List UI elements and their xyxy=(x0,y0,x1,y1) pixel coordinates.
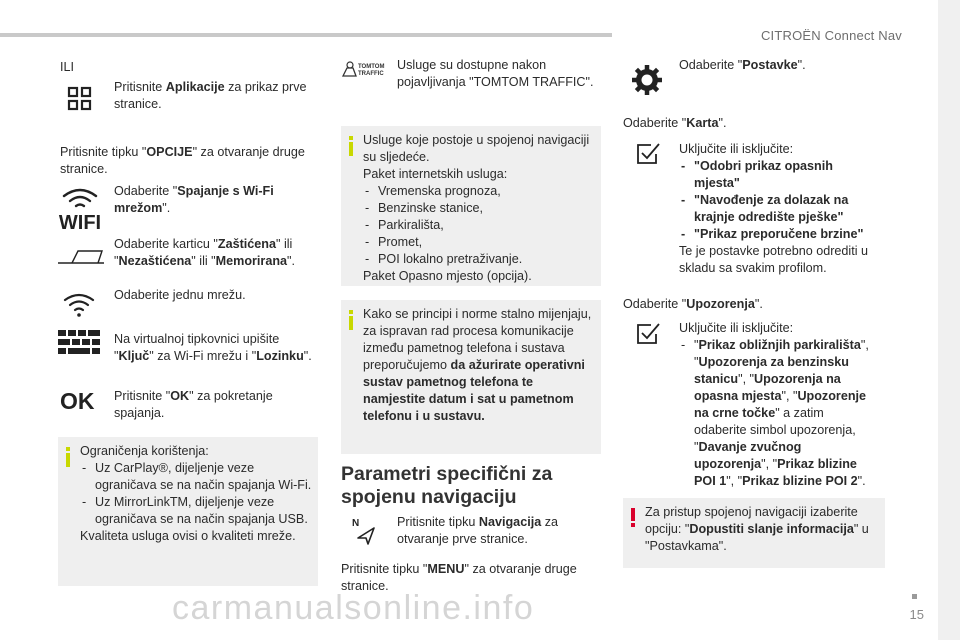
map-toggles xyxy=(679,141,879,277)
list-item: - Parkirališta, xyxy=(363,217,595,234)
section-heading: Parametri specifični za spojenu navigaciju xyxy=(341,463,553,508)
list-item: - Vremenska prognoza, xyxy=(363,183,595,200)
privacy-text: Kako se principi i norme stalno mijenjaju, za ispravan rad procesa komunikacije između pametnog telefona i sustava preporučujemo da ažurirate operativni sustav pametnog telefona te namjestite datum i sat u pametnom telefonu i u sustavu. xyxy=(363,307,592,423)
list-item: - "Odobri prikaz opasnih mjesta" xyxy=(679,158,879,192)
tab-instruction: Odaberite karticu "Zaštićena" ili "Nezaštićena" ili "Memorirana". xyxy=(114,237,296,268)
svg-text:N: N xyxy=(352,518,360,529)
map-instruction: Odaberite "Karta". xyxy=(623,116,727,130)
wifi-instruction: Odaberite "Spajanje s Wi-Fi mrežom". xyxy=(114,184,274,215)
privacy-info-box xyxy=(341,300,601,454)
services-footer: Paket Opasno mjesto (opcija). xyxy=(363,269,532,283)
services-intro: Usluge koje postoje u spojenoj navigaciji su sljedeće. xyxy=(363,133,590,164)
tab-selector-icon xyxy=(58,247,104,272)
header-rule xyxy=(0,33,612,37)
navigation-instruction: Pritisnite tipku Navigacija za otvaranje prve stranice. xyxy=(397,515,559,546)
checkbox-icon xyxy=(635,142,661,171)
alerts-instruction: Odaberite "Upozorenja". xyxy=(623,297,763,311)
menu-instruction: Pritisnite tipku "MENU" za otvaranje druge stranice. xyxy=(341,562,577,593)
warning-marker-icon xyxy=(630,508,636,527)
keyboard-instruction: Na virtualnoj tipkovnici upišite "Ključ" za Wi-Fi mrežu i "Lozinku". xyxy=(114,332,312,363)
profile-note: Te je postavke potrebno odrediti u skladu sa svakim profilom. xyxy=(679,244,869,275)
toggle-intro: Uključite ili isključite: xyxy=(679,321,794,335)
list-item: - POI lokalno pretraživanje. xyxy=(363,251,595,268)
info-marker-icon xyxy=(65,447,71,467)
apps-instruction: Pritisnite Aplikacije za prikaz prve stranice. xyxy=(114,80,307,111)
services-pack-title: Paket internetskih usluga: xyxy=(363,167,508,181)
warning-text: Za pristup spojenoj navigaciji izaberite opciju: "Dopustiti slanje informacija" u "Postavkama". xyxy=(645,505,869,553)
list-item: - Uz MirrorLinkTM, dijeljenje veze ograničava se na način spajanja USB. xyxy=(80,494,312,528)
alert-toggles xyxy=(679,320,879,490)
ok-icon: OK xyxy=(60,388,95,414)
limits-title: Ograničenja korištenja: xyxy=(80,444,209,458)
wifi-icon xyxy=(58,186,102,234)
warning-box xyxy=(623,498,885,568)
network-instruction: Odaberite jednu mrežu. xyxy=(114,288,246,302)
page-edge-band xyxy=(938,0,960,640)
settings-gear-icon xyxy=(630,63,664,102)
list-item: - "Prikaz preporučene brzine" xyxy=(679,226,879,243)
services-info-box xyxy=(341,126,601,286)
checkbox-icon xyxy=(635,322,661,351)
keyboard-icon xyxy=(58,330,100,361)
tomtom-instruction: Usluge su dostupne nakon pojavljivanja "TOMTOM TRAFFIC". xyxy=(397,58,594,89)
info-marker-icon xyxy=(348,136,354,156)
tomtom-traffic-icon xyxy=(341,59,387,84)
ok-instruction: Pritisnite "OK" za pokretanje spajanja. xyxy=(114,389,273,420)
list-item: - "Prikaz obližnjih parkirališta", "Upozorenja za benzinsku stanicu", "Upozorenja na opasna mjesta", "Upozorenje na crne točke" a zatim odaberite simbol upozorenja, "Davanje zvučnog upozorenja", "Prikaz blizine POI 1", "Prikaz blizine POI 2". xyxy=(679,337,879,490)
options-instruction: Pritisnite tipku "OPCIJE" za otvaranje druge stranice. xyxy=(60,145,305,176)
list-item: - "Navođenje za dolazak na krajnje odredište pješke" xyxy=(679,192,879,226)
info-marker-icon xyxy=(348,310,354,330)
tomtom-icon-label-line1: TOMTOM xyxy=(358,64,385,70)
tomtom-icon-label-line2: TRAFFIC xyxy=(358,71,384,77)
list-item: - Uz CarPlay®, dijeljenje veze ograničava se na način spajanja Wi-Fi. xyxy=(80,460,312,494)
document-title: CITROËN Connect Nav xyxy=(760,28,902,43)
navigation-arrow-icon xyxy=(352,516,378,551)
wifi-icon-label: WIFI xyxy=(58,212,102,234)
settings-instruction: Odaberite "Postavke". xyxy=(679,58,806,72)
list-item: - Benzinske stanice, xyxy=(363,200,595,217)
network-wifi-icon xyxy=(62,291,96,322)
limits-footer: Kvaliteta usluga ovisi o kvaliteti mreže. xyxy=(80,529,296,543)
page-marker xyxy=(912,594,917,599)
toggle-intro: Uključite ili isključite: xyxy=(679,142,794,156)
list-item: - Promet, xyxy=(363,234,595,251)
watermark: carmanualsonline.info xyxy=(172,589,535,627)
page-number: 15 xyxy=(909,607,924,622)
apps-grid-icon xyxy=(58,82,102,116)
ili-label: ILI xyxy=(60,60,75,74)
usage-limits-box xyxy=(58,437,318,586)
